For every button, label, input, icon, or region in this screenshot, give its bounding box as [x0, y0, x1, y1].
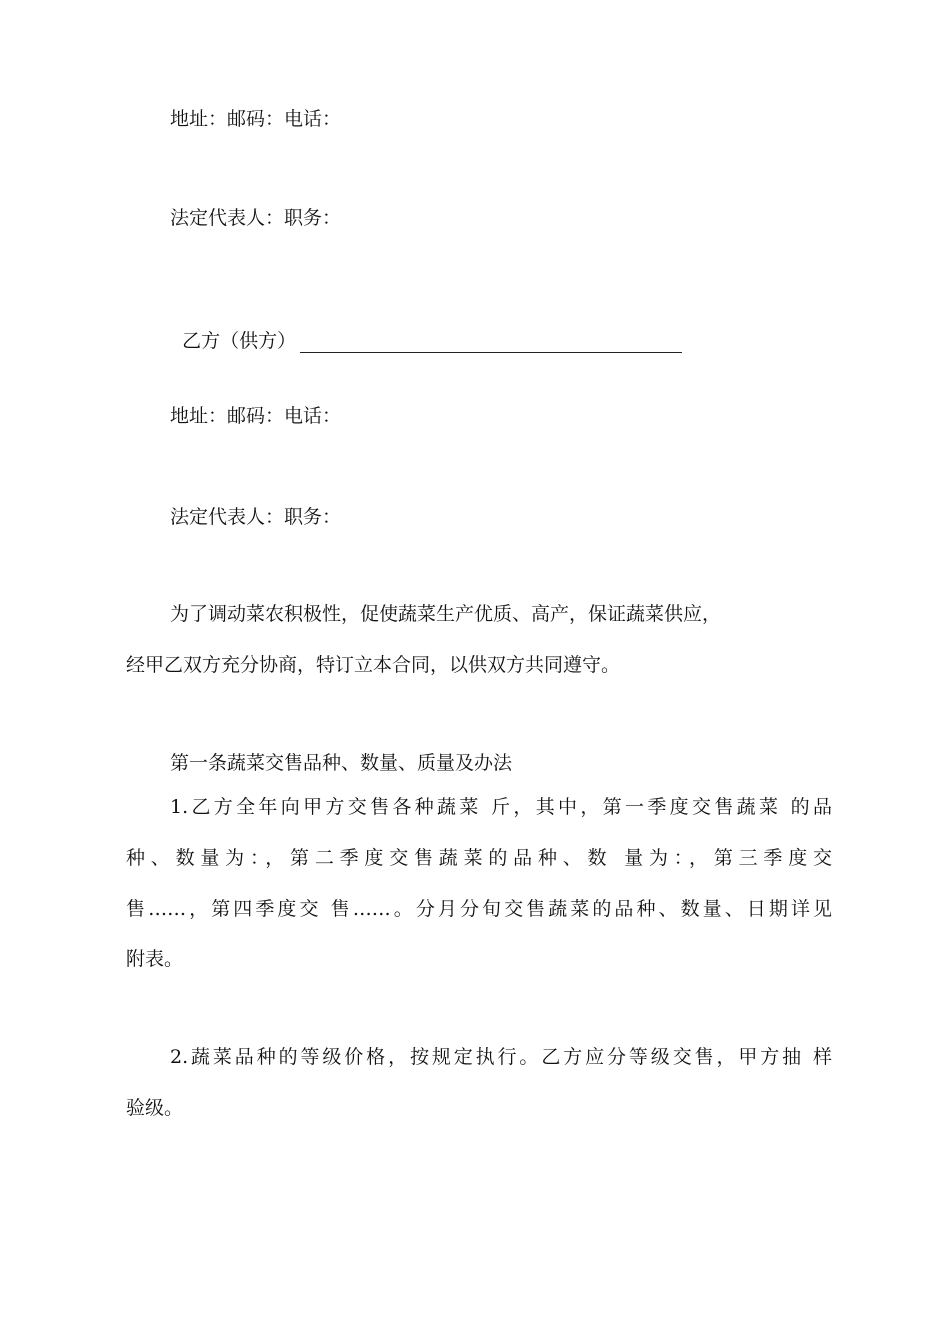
clause-1-line-3-wrap — [126, 897, 832, 921]
party-a-representative-line: 法定代表人：职务： — [170, 207, 342, 229]
clause-2-line-2: 验级。 — [126, 1097, 184, 1119]
preamble-line-2: 经甲乙双方充分协商，特订立本合同，以供双方共同遵守。 — [126, 654, 621, 676]
party-a-address-line: 地址：邮码：电话： — [170, 108, 342, 130]
party-b-name-blank — [300, 330, 682, 353]
clause-1-line-2-wrap — [126, 846, 832, 870]
clause-1-line-3: 售……，第四季度交 售……。分月分旬交售蔬菜的品种、数量、日期详见 — [126, 898, 832, 920]
clause-2-first-line — [170, 1045, 832, 1069]
party-b-title: 乙方（供方） — [182, 330, 297, 352]
party-b-title-line — [170, 305, 682, 353]
article-1-heading: 第一条蔬菜交售品种、数量、质量及办法 — [170, 752, 513, 774]
party-b-representative-line: 法定代表人：职务： — [170, 506, 342, 528]
preamble-line-1: 为了调动菜农积极性，促使蔬菜生产优质、高产，保证蔬菜供应， — [170, 603, 722, 625]
party-b-address-line: 地址：邮码：电话： — [170, 405, 342, 427]
clause-1-first-line — [170, 795, 832, 819]
clause-1-line-1: 1.乙方全年向甲方交售各种蔬菜 斤，其中，第一季度交售蔬菜 的品 — [170, 796, 832, 818]
clause-2-line-1: 2.蔬菜品种的等级价格，按规定执行。乙方应分等级交售，甲方抽 样 — [170, 1046, 832, 1068]
clause-1-line-4: 附表。 — [126, 948, 184, 970]
clause-1-line-2: 种、数量为：，第二季度交售蔬菜的品种、数 量为：，第三季度交 — [126, 847, 832, 869]
